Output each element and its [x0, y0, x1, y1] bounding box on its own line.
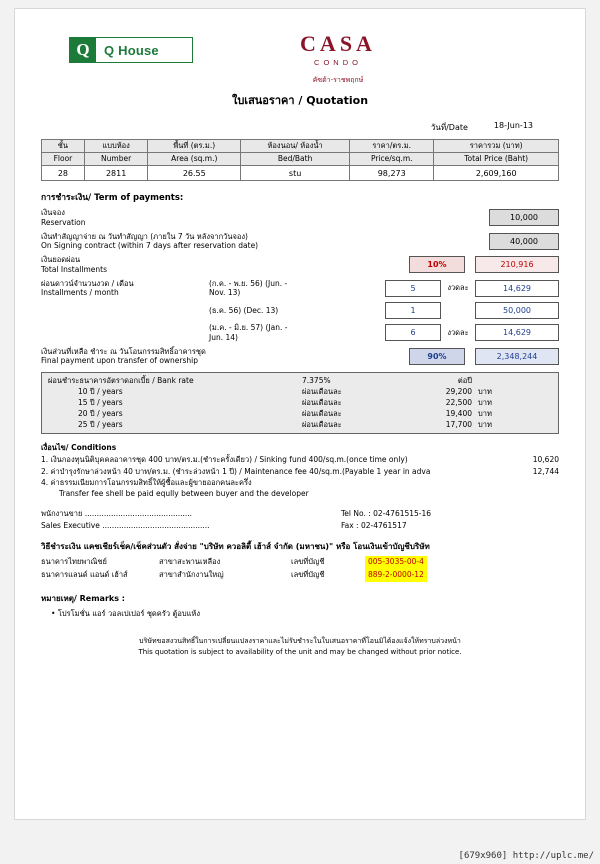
bank-rate-unit: ต่อปี — [457, 376, 472, 385]
bank-years-15: 15 ปี / years — [78, 397, 123, 407]
sales-dots-en: ............................................. — [102, 521, 210, 531]
installment-3-period-th: (ม.ค. - มิ.ย. 57) — [209, 323, 264, 332]
total-installments-label-th: เงินยอดผ่อน — [41, 255, 81, 264]
term-row-installment-2 — [41, 302, 559, 319]
cell-area: 26.55 — [148, 166, 241, 181]
term-row-reservation — [41, 208, 559, 228]
account-label-1: เลขที่บัญชี — [291, 557, 325, 567]
payment-method-row — [41, 556, 559, 569]
conditions-title: เงื่อนไข/ Conditions — [41, 443, 117, 453]
bank-rate-row — [48, 398, 552, 409]
cell-floor: 28 — [42, 166, 85, 181]
bank-rate-block — [41, 372, 559, 434]
signing-label-th: เงินทำสัญญาจ่าย ณ วันทำสัญญา (ภายใน 7 วัน หลังจากวันจอง) — [41, 231, 248, 241]
bank-rate-title: ผ่อนชำระธนาคารอัตราดอกเบี้ย / Bank rate — [48, 376, 194, 385]
signing-label — [41, 232, 331, 252]
condition-3-value — [507, 477, 559, 488]
term-row-installment-1 — [41, 279, 559, 299]
total-installments-label — [41, 255, 209, 275]
condition-sub-text: Transfer fee shell be paid eqully between buyer and the developer — [59, 489, 309, 499]
reservation-label — [41, 208, 209, 228]
casa-logo-name: CASA — [300, 31, 376, 56]
tel-wrap — [341, 508, 431, 520]
sales-label-th: พนักงานขาย — [41, 509, 83, 519]
remarks-title: หมายเหตุ/ Remarks : — [41, 593, 125, 603]
bank-rate-row — [48, 387, 552, 398]
remarks-line — [41, 608, 559, 620]
bank-value-25: 17,700 — [445, 419, 472, 429]
reservation-label-th: เงินจอง — [41, 208, 65, 217]
signing-amount: 40,000 — [489, 233, 559, 250]
term-row-signing — [41, 232, 559, 252]
th-price-sqm-en: Price/sq.m. — [350, 153, 434, 166]
bank-per-month-25: ผ่อนเดือนละ — [302, 419, 342, 429]
sales-label-en-wrap — [41, 520, 341, 532]
sales-row-th — [41, 508, 559, 520]
condition-1-value: 10,620 — [532, 455, 559, 465]
table-header-row-th — [42, 140, 559, 153]
cell-bedbath: stu — [241, 166, 350, 181]
image-watermark: [679x960] http://uplc.me/ — [458, 851, 594, 861]
installment-1-period-en: (Jun. - Nov. 13) — [209, 278, 288, 298]
total-installments-amount: 210,916 — [475, 256, 559, 273]
account-number-1: 005-3035-00-4 — [365, 556, 427, 569]
bank-value-20: 19,400 — [445, 408, 472, 418]
bank-name-2: ธนาคารแลนด์ แอนด์ เฮ้าส์ — [41, 570, 128, 580]
qhouse-logo-text: Q House — [104, 42, 159, 58]
bank-per-month-15: ผ่อนเดือนละ — [302, 397, 342, 407]
installment-3-period — [209, 323, 301, 343]
sales-section — [41, 508, 559, 532]
total-installments-label-en: Total Installments — [41, 264, 107, 274]
payment-methods-section — [41, 540, 559, 582]
final-payment-percent: 90% — [409, 348, 465, 365]
condition-item — [41, 477, 559, 488]
bank-name-1: ธนาคารไทยพาณิชย์ — [41, 557, 107, 567]
payment-methods-title: วิธีชำระเงิน แคชเชียร์เช็ค/เช็คส่วนตัว สั่งจ่าย "บริษัท ควอลิตี้ เฮ้าส์ จำกัด (มหาชน)" หรือ โอนเงินเข้าบัญชีบริษัท — [41, 542, 430, 552]
condition-2-value: 12,744 — [532, 466, 559, 476]
th-area-th: พื้นที่ (ตร.ม.) — [148, 140, 241, 153]
qhouse-logo-mark: Q — [70, 38, 96, 62]
bank-years-20: 20 ปี / years — [78, 408, 123, 418]
bank-years-25: 25 ปี / years — [78, 419, 123, 429]
bank-rate-value: 7.375% — [302, 376, 331, 385]
installment-2-amount: 50,000 — [475, 302, 559, 319]
th-floor-th: ชั้น — [42, 140, 85, 153]
term-row-total-installments — [41, 255, 559, 275]
tel-label: Tel No. : — [341, 509, 371, 519]
bank-unit-10: บาท — [478, 386, 492, 396]
th-total-price-en: Total Price (Baht) — [434, 153, 559, 166]
sales-row-en — [41, 520, 559, 532]
cell-total-price: 2,609,160 — [434, 166, 559, 181]
condition-3-text: 4. ค่าธรรมเนียมการโอนกรรมสิทธิ์ให้ผู้ซื้อและผู้ขายออกคนละครึ่ง — [41, 477, 252, 487]
sales-label-th-wrap — [41, 508, 341, 520]
footer-note — [41, 636, 559, 658]
bank-per-month-20: ผ่อนเดือนละ — [302, 408, 342, 418]
cell-number: 2811 — [84, 166, 148, 181]
th-number-th: แบบห้อง — [84, 140, 148, 153]
bank-unit-25: บาท — [478, 419, 492, 429]
signing-label-en: On Signing contract (within 7 days after reservation date) — [41, 241, 259, 251]
installment-3-per-label: งวดละ — [447, 327, 469, 337]
installment-3-count: 6 — [385, 324, 441, 341]
th-number-en: Number — [84, 153, 148, 166]
account-label-2: เลขที่บัญชี — [291, 570, 325, 580]
th-total-price-th: ราคารวม (บาท) — [434, 140, 559, 153]
payment-method-row — [41, 569, 559, 582]
bank-rate-header-row — [48, 376, 552, 387]
footer-note-th: บริษัทขอสงวนสิทธิ์ในการเปลี่ยนแปลงราคาและไม่รับชำระในใบเสนอราคาที่โอนมิได้องแจ้งให้ทราบล่วงหน้า — [139, 636, 461, 645]
reservation-amount: 10,000 — [489, 209, 559, 226]
term-row-final-payment — [41, 347, 559, 367]
casa-project-name-th: คัซต้า-ราชพฤกษ์ — [312, 76, 364, 84]
casa-logo-sub: CONDO — [314, 58, 362, 67]
date-value: 18-Jun-13 — [493, 121, 533, 130]
installment-2-period — [209, 306, 301, 316]
installment-2-period-en: (Dec. 13) — [243, 305, 279, 315]
conditions-section — [41, 442, 559, 499]
th-area-en: Area (sq.m.) — [148, 153, 241, 166]
terms-section-title: การชำระเงิน/ Term of payments: — [41, 193, 184, 203]
installment-label-en: Installments / month — [41, 288, 119, 298]
date-label: วันที่/Date — [430, 123, 468, 132]
installment-3-period-en: (Jan. - Jun. 14) — [209, 323, 288, 342]
installment-1-per-label: งวดละ — [447, 283, 469, 293]
cell-price-sqm: 98,273 — [350, 166, 434, 181]
footer-note-en: This quotation is subject to availability of the unit and may be changed without prior notice. — [138, 648, 462, 657]
installment-label-th: ผ่อนดาวน์จำนวนงวด / เดือน — [41, 278, 134, 288]
reservation-label-en: Reservation — [41, 217, 86, 227]
bank-unit-20: บาท — [478, 408, 492, 418]
tel-value: 02-4761515-16 — [373, 509, 432, 519]
installment-3-amount: 14,629 — [475, 324, 559, 341]
condition-2-text: 2. ค่าบำรุงรักษาล่วงหน้า 40 บาท/ตร.ม. (ชำระล่วงหน้า 1 ปี) / Maintenance fee 40/sq.m.(Payable 1 year in adva — [41, 466, 431, 476]
account-number-2: 889-2-0000-12 — [365, 569, 427, 582]
condition-1-text: 1. เงินกองทุนนิติบุคคลอาคารชุด 400 บาท/ตร.ม.(ชำระครั้งเดียว) / Sinking fund 400/sq.m.(once time only) — [41, 455, 408, 465]
bank-value-10: 29,200 — [445, 386, 472, 396]
bank-years-10: 10 ปี / years — [78, 386, 123, 396]
bank-value-15: 22,500 — [445, 397, 472, 407]
final-payment-label-th: เงินส่วนที่เหลือ ชำระ ณ วันโอนกรรมสิทธิ์อาคารชุด — [41, 346, 206, 356]
bank-unit-15: บาท — [478, 397, 492, 407]
sales-dots-th: ............................................. — [84, 509, 193, 519]
final-payment-amount: 2,348,244 — [475, 348, 559, 365]
th-floor-en: Floor — [42, 153, 85, 166]
sales-label-en: Sales Executive — [41, 521, 100, 531]
table-header-row-en — [42, 153, 559, 166]
remarks-text: โปรโมชั่น แอร์ วอลเปเปอร์ ชุดครัว ตู้อบแห้ง — [57, 608, 201, 618]
th-price-sqm-th: ราคา/ตร.ม. — [350, 140, 434, 153]
installment-2-period-th: (ธ.ค. 56) — [209, 305, 242, 315]
bank-per-month-10: ผ่อนเดือนละ — [302, 386, 342, 396]
bullet-icon: • — [51, 608, 56, 618]
document-header — [41, 27, 559, 89]
installment-label — [41, 279, 209, 299]
total-installments-percent: 10% — [409, 256, 465, 273]
term-row-installment-3 — [41, 323, 559, 343]
fax-value: 02-4761517 — [360, 521, 407, 531]
remarks-section — [41, 592, 559, 620]
installment-1-count: 5 — [385, 280, 441, 297]
table-row — [42, 166, 559, 181]
bank-branch-1: สาขาสะพานเหลือง — [159, 557, 221, 567]
qhouse-logo — [69, 37, 193, 63]
page-title: ใบเสนอราคา / Quotation — [231, 94, 369, 107]
th-bedbath-th: ห้องนอน/ ห้องน้ำ — [241, 140, 350, 153]
bank-branch-2: สาขาสำนักงานใหญ่ — [159, 570, 224, 580]
bank-rate-row — [48, 409, 552, 420]
casa-condo-logo — [273, 31, 403, 86]
final-payment-label-en: Final payment upon transfer of ownership — [41, 356, 198, 366]
installment-1-amount: 14,629 — [475, 280, 559, 297]
fax-wrap — [341, 520, 407, 532]
fax-label: Fax : — [341, 521, 359, 531]
condition-item — [41, 454, 559, 465]
installment-2-count: 1 — [385, 302, 441, 319]
unit-details-table — [41, 139, 559, 181]
final-payment-label — [41, 347, 271, 367]
quotation-document — [14, 8, 586, 820]
bank-rate-row — [48, 420, 552, 431]
condition-item — [41, 466, 559, 477]
installment-1-period-th: (ก.ค. - พ.ย. 56) — [209, 278, 263, 288]
installment-1-period — [209, 279, 301, 299]
th-bedbath-en: Bed/Bath — [241, 153, 350, 166]
date-row — [41, 121, 559, 134]
